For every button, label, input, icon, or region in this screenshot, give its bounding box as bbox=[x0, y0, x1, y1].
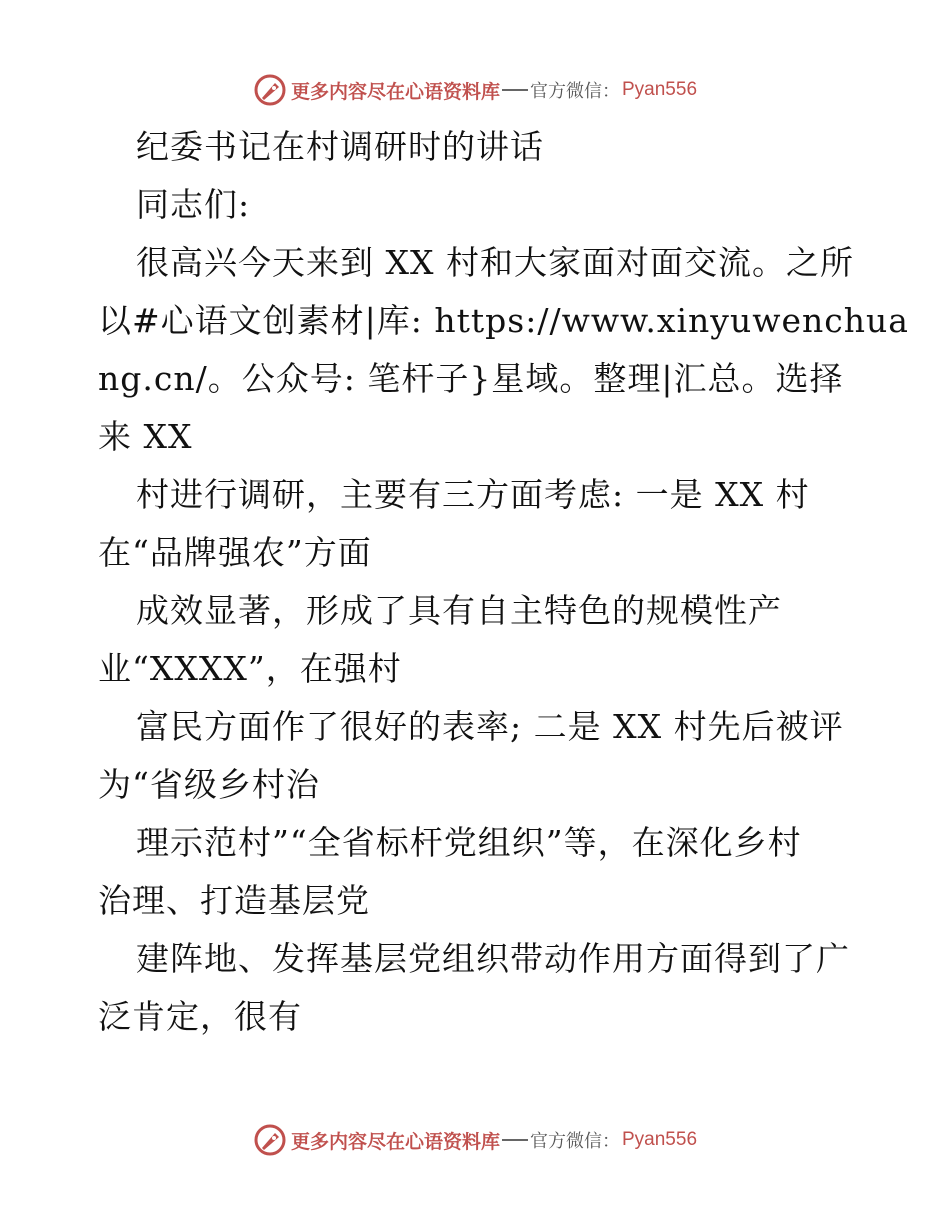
banner-brand-text: 更多内容尽在心语资料库 bbox=[290, 1130, 500, 1153]
paragraph-line: 富民方面作了很好的表率; 二是 XX 村先后被评 bbox=[136, 707, 844, 746]
banner-brand-text: 更多内容尽在心语资料库 bbox=[290, 80, 500, 103]
header-banner bbox=[0, 70, 950, 110]
salutation: 同志们: bbox=[136, 185, 251, 224]
banner-dash bbox=[502, 89, 528, 91]
paragraph-line: 理示范村”“全省标杆党组织”等，在深化乡村 bbox=[136, 823, 802, 862]
paragraph-line: 业“XXXX”，在强村 bbox=[98, 649, 402, 688]
paragraph-line: 成效显著，形成了具有自主特色的规模性产 bbox=[136, 591, 782, 630]
banner-dash bbox=[502, 1139, 528, 1141]
paragraph-line: ng.cn/。公众号: 笔杆子}星域。整理|汇总。选择 bbox=[98, 359, 844, 398]
paragraph-line: 建阵地、发挥基层党组织带动作用方面得到了广 bbox=[136, 939, 850, 978]
paragraph-line: 来 XX bbox=[98, 417, 193, 456]
footer-banner bbox=[0, 1120, 950, 1160]
banner-wechat-label: 官方微信： bbox=[530, 1131, 620, 1152]
document-title: 纪委书记在村调研时的讲话 bbox=[136, 127, 544, 166]
banner-wechat-handle: Pyan556 bbox=[622, 1129, 698, 1150]
paragraph-line: 治理、打造基层党 bbox=[98, 881, 370, 920]
paragraph-line: 泛肯定，很有 bbox=[98, 997, 302, 1036]
paragraph-line: 以#心语文创素材|库: https://www.xinyuwenchua bbox=[98, 301, 909, 340]
banner-wechat-handle: Pyan556 bbox=[622, 79, 698, 100]
paragraph-line: 村进行调研，主要有三方面考虑: 一是 XX 村 bbox=[136, 475, 810, 514]
pen-nib-logo-icon bbox=[253, 1123, 287, 1157]
paragraph-line: 很高兴今天来到 XX 村和大家面对面交流。之所 bbox=[136, 243, 854, 282]
pen-nib-logo-icon bbox=[253, 73, 287, 107]
banner-wechat-label: 官方微信： bbox=[530, 81, 620, 102]
paragraph-line: 在“品牌强农”方面 bbox=[98, 533, 372, 572]
paragraph-line: 为“省级乡村治 bbox=[98, 765, 320, 804]
